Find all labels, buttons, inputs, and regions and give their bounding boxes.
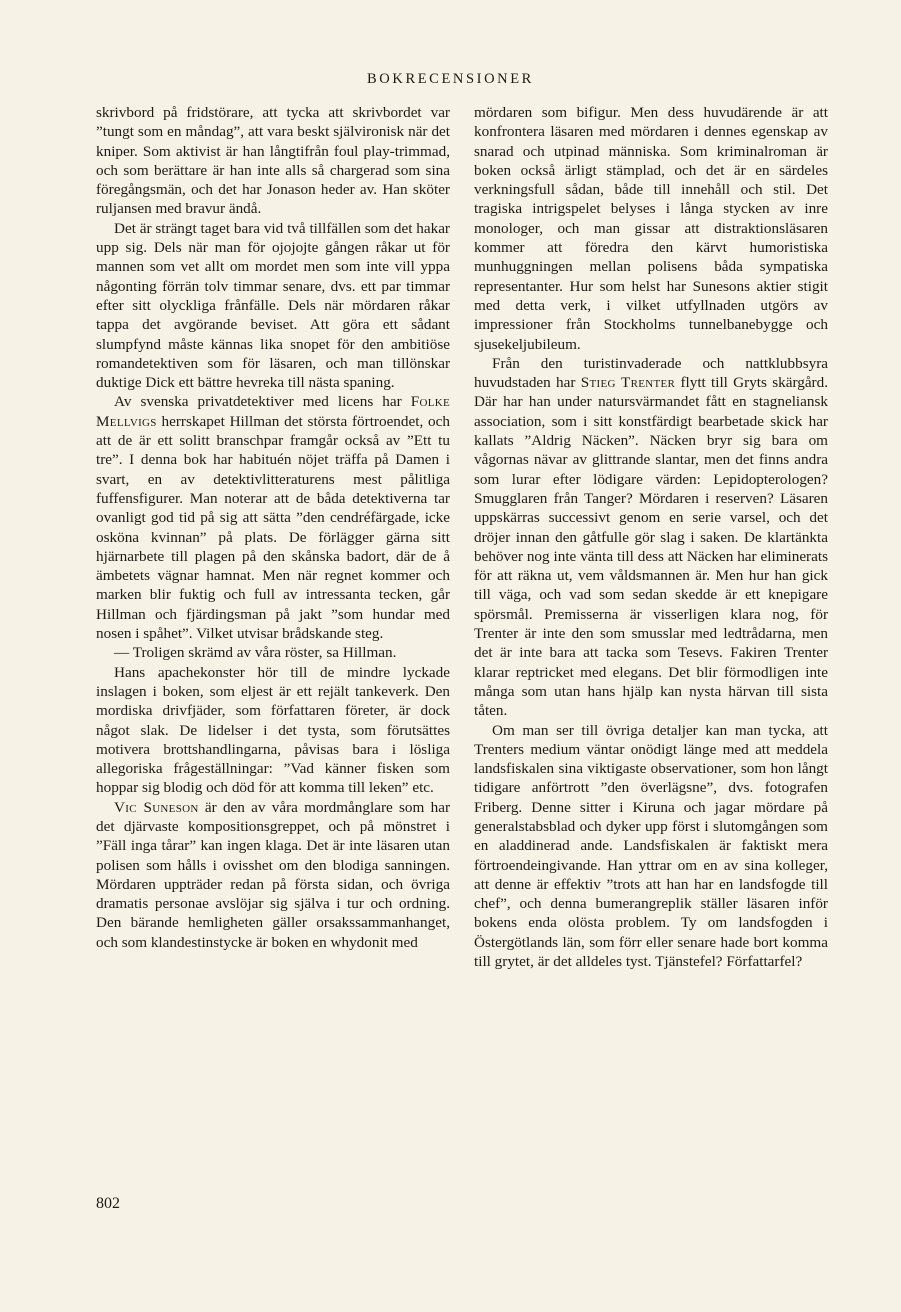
page-number: 802: [96, 1195, 120, 1212]
running-header: [0, 71, 901, 88]
paragraph: — Troligen skrämd av våra röster, sa Hillman.: [114, 644, 397, 662]
paragraph: Från den turistinvaderade och nattklubbsyra huvudstaden har Stieg Trenter flytt till Gryts skärgård. Där har han under natursvärmandet fått en stagneliansk association, som i sitt konstfärdigt bearbetade skick har kallats ”Aldrig Näcken”. Näcken bryr sig bara om vågornas nävar av glittrande slantar, men det finns andra som lurar efter lödigare värden: Lepidopterologen? Smugglaren från Tanger? Mördaren i reserven? Läsaren uppskärras successivt genom en serie varsel, och det dröjer innan den gåtfulle gör slag i saken. De klartänkta behöver nog inte vänta till dess att Näcken har eliminerats för att räkna ut, vem våldsmannen är. Men hur han gick till väga, och vad som sedan skedde är ett knepigare spörsmål. Premisserna är visserligen klara nog, för Trenter är inte den som smusslar med ledtrådarna, men det är inte bara att tacka som Tesevs. Fakiren Trenter klarar reptricket med elegans. Det blir förmodligen inte många som utan hans hjälp kan nysta härvan till sista tåten.: [474, 354, 829, 720]
paragraph: mördaren som bifigur. Men dess huvudärende är att konfrontera läsaren med mördaren i dennes egenskap av snarad och utpinad människa. Som kriminalroman är boken också ärligt stämplad, och det är en särdeles verkningsfull sådan, både till innehåll och stil. Det tragiska intrigspelet belyses i långa stycken av inre monologer, och man gissar att distraktionsläsaren kommer att föredra den kärvt humoristiska munhuggningen mellan polisens båda sympatiska representanter. Hur som helst har Sunesons aktier stigit med detta verk, i vilket utfyllnaden utgörs av impressioner från Stockholms tunnelbanebygge och sjusekeljubileum.: [474, 104, 828, 353]
paragraph: Vic Suneson är den av våra mordmånglare som har det djärvaste kompositionsgreppet, och på mönstret i ”Fäll inga tårar” kan ingen klaga. Det är inte läsaren utan polisen som hålls i ovisshet om den blodiga sanningen. Mördaren uppträder redan på första sidan, och övriga dramatis personae avslöjar sig själva i tur och ordning. Den bärande hemligheten gäller orsakssammanhanget, och som klandestinstycke är boken en whydonit med: [96, 798, 451, 951]
paragraph: Av svenska privatdetektiver med licens har Folke Mellvigs herrskapet Hillman det största förtroendet, och att de är ett solitt branschpar framgår också av ”Ett tu tre”. I denna bok har habituén nöjet träffa på Damen i svart, en av detektivlitteraturens mest pålitliga fuffensfigurer. Man noterar att de båda detektiverna tar ovanligt god tid på sig att sätta ”den cendréfärgade, icke osköna kvinnan” på plats. De förlägger gärna sitt hjärnarbete till plagen på den skånska badort, där de å ämbetets vägnar hamnat. Men när regnet kommer och marken blir fuktig och full av intressanta tecken, går Hillman och fjärdingsman på jakt ”som hundar med nosen i spåhet”. Vilket utvisar brådskande steg.: [96, 393, 450, 643]
left-column: [96, 103, 450, 952]
author-name: Vic Suneson: [114, 798, 199, 816]
right-column: [474, 103, 828, 971]
paragraph: Hans apachekonster hör till de mindre lyckade inslagen i boken, som eljest är ett rejält tankeverk. Den mordiska drivfjäder, som författaren företer, är dock något slak. De lidelser i det tysta, som förutsättes motivera brottshandlingarna, påvisas bara i lösliga allegoriska frågeställningar: ”Vad känner fisken som hoppar sig blodig och död för att komma till leken” etc.: [96, 663, 450, 797]
paragraph: Det är strängt taget bara vid två tillfällen som det hakar upp sig. Dels när man för ojojojte gången råkar ut för mannen som vet allt om mordet men som inte vill yppa någonting förrän tolv timmar senare, dvs. ett par timmar efter sitt olyckliga frånfälle. Dels när mördaren råkar tappa det avgörande beviset. Att göra ett sådant slumpfynd måste kännas lika snopet för den ambitiöse romandetektiven som för läsaren, och man tillönskar duktige Dick ett bättre hevreka till nästa spaning.: [96, 219, 450, 392]
running-header-text: BOKRECENSIONER: [367, 71, 534, 87]
author-name: Folke Mellvigs: [96, 393, 450, 430]
author-name: Stieg Trenter: [580, 374, 676, 392]
paragraph: skrivbord på fridstörare, att tycka att skrivbordet var ”tungt som en måndag”, att vara beskt självironisk när det kniper. Som aktivist är han långtifrån foul play-trimmad, och som berättare är han inte alls så chargerad som sina föregångsmän, och det har Jonason heder av. Han sköter ruljansen med bravur ändå.: [96, 104, 450, 218]
paragraph: Om man ser till övriga detaljer kan man tycka, att Trenters medium väntar onödigt länge med att meddela landsfiskalen sina viktigaste observationer, som hon långt tidigare anförtrott ”den överlägsne”, dvs. fotografen Friberg. Denne sitter i Kiruna och jagar mördare på generalstabsblad och dyker upp först i slutomgången som en aladdinerad ande. Landsfiskalen är faktiskt mera förtroendeingivande. Han yttrar om en av sina kolleger, att denne är effektiv ”trots att han har en landsfogde till chef”, och denna bumerangreplik ställer läsaren inför bokens enda olösta problem. Ty om landsfogden i Östergötlands län, som förr eller senare hade bort komma till grytet, är det alldeles tyst. Tjänstefel? Författarfel?: [474, 721, 828, 971]
